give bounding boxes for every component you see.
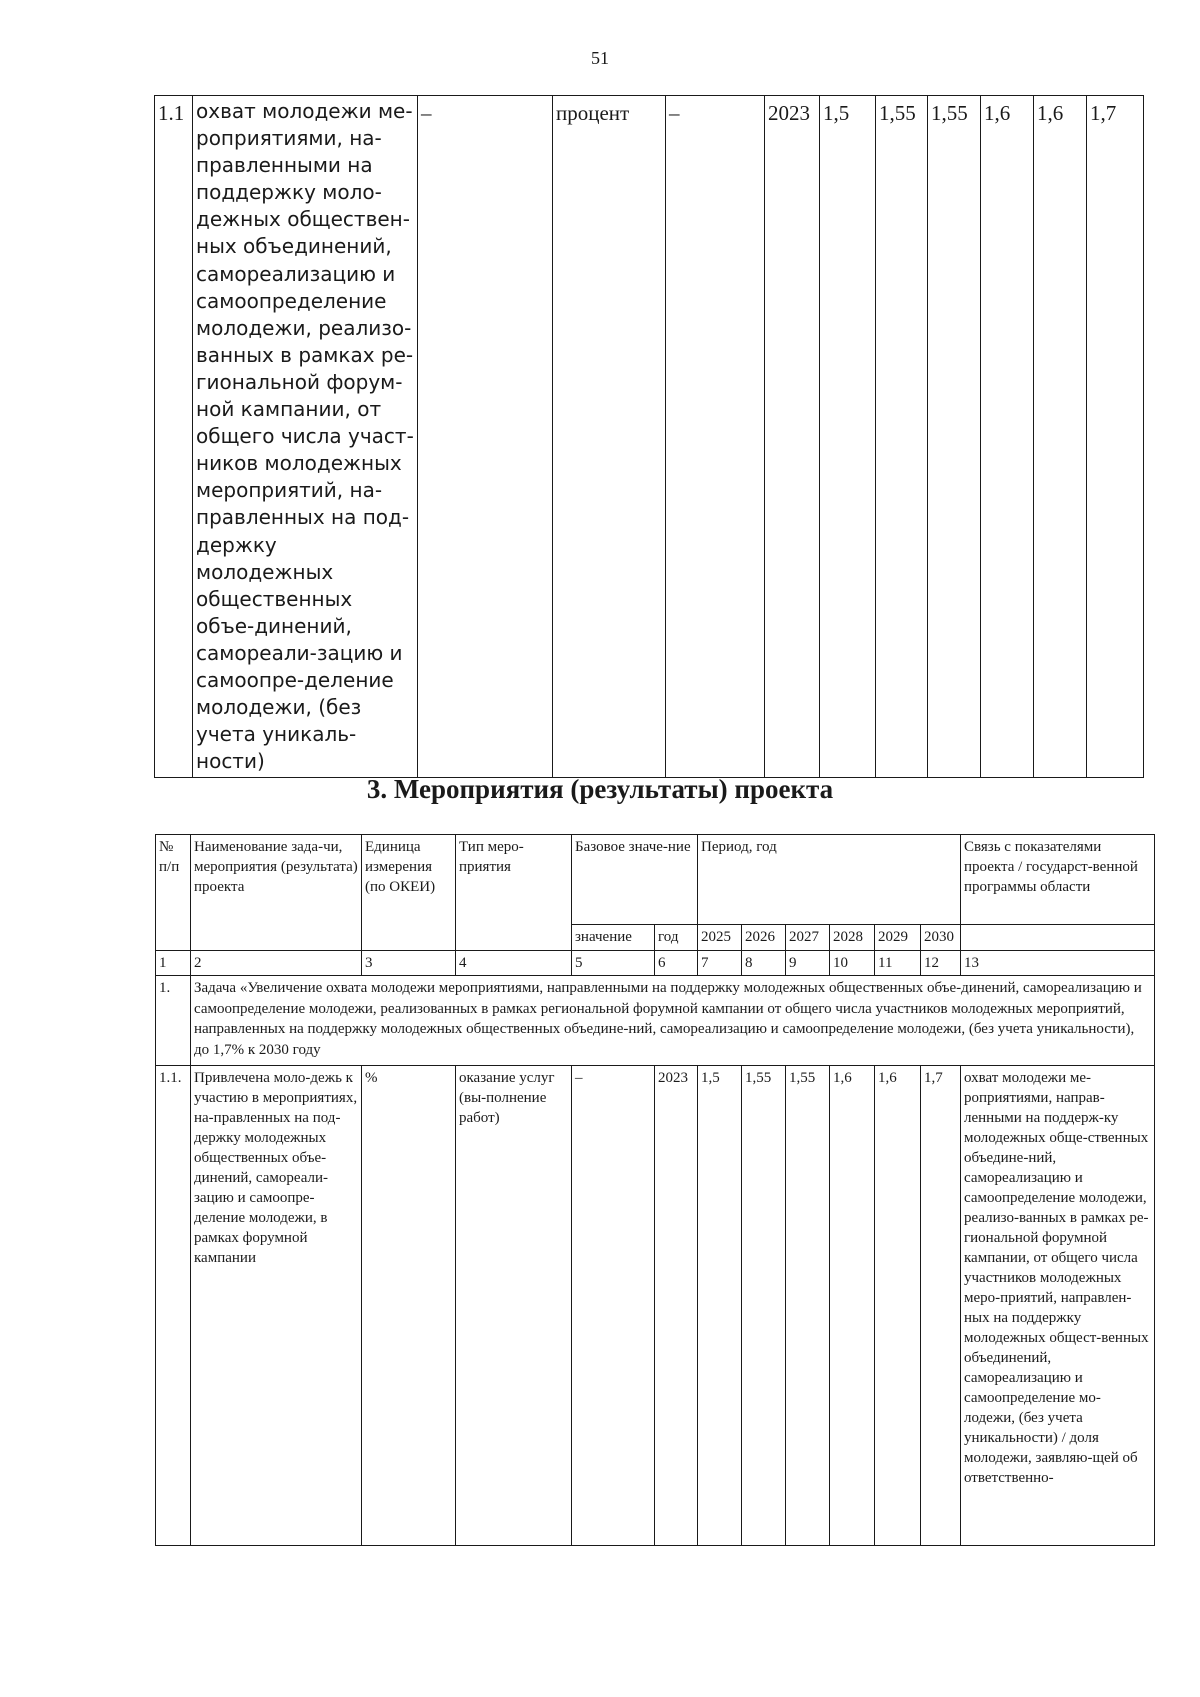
activity-value-2026: 1,55: [742, 1066, 786, 1546]
activity-value-2030: 1,7: [921, 1066, 961, 1546]
col-number: 11: [875, 951, 921, 976]
col-number: 3: [362, 951, 456, 976]
subheader-year: 2030: [921, 925, 961, 951]
value-2025: 1,55: [876, 96, 928, 778]
header-link: Связь с показателями проекта / государст-венной программы области: [961, 835, 1155, 925]
activity-base-value: –: [572, 1066, 655, 1546]
col-number: 5: [572, 951, 655, 976]
cell-dash: –: [418, 96, 553, 778]
indicator-table: [154, 95, 1144, 778]
subheader-year: 2025: [698, 925, 742, 951]
col-number: 7: [698, 951, 742, 976]
header-name: Наименование зада-чи, мероприятия (результата) проекта: [191, 835, 362, 951]
col-number: 13: [961, 951, 1155, 976]
subheader-year: 2029: [875, 925, 921, 951]
indicator-name: охват молодежи ме-роприятиями, на-правленными на поддержку моло-дежных обществен-ных объединений, самореализацию и самоопределение молодежи, реализо-ванных в рамках ре-гиональной форум-ной кампании, от общего числа участ-ников молодежных мероприятий, на-правленных на под-держку молодежных общественных объе-динений, самореали-зацию и самоопре-деление молодежи, (без учета уникаль-ности): [193, 96, 418, 778]
subheader-year: 2026: [742, 925, 786, 951]
col-number: 10: [830, 951, 875, 976]
activity-base-year: 2023: [655, 1066, 698, 1546]
col-number: 2: [191, 951, 362, 976]
indicator-row: [155, 96, 1145, 778]
activity-value-2027: 1,55: [786, 1066, 830, 1546]
value-2027: 1,6: [981, 96, 1034, 778]
task-number: 1.: [156, 976, 191, 1066]
activity-value-2028: 1,6: [830, 1066, 875, 1546]
col-number: 6: [655, 951, 698, 976]
subheader-year: 2028: [830, 925, 875, 951]
column-number-row: [156, 951, 1155, 976]
value-2030: [1144, 96, 1145, 778]
row-number: 1.1: [155, 96, 193, 778]
col-number: 4: [456, 951, 572, 976]
task-text: Задача «Увеличение охвата молодежи мероприятиями, направленными на поддержку молодежных общественных объе-динений, самореализацию и самоопределение молодежи, реализованных в рамках региональной форумной кампании от общего числа участников молодежных мероприятий, направленных на поддержку молодежных общественных объедине-ний, самореализацию и самоопределение молодежи, (без учета уникальности), до 1,7% к 2030 году: [191, 976, 1155, 1066]
col-number: 1: [156, 951, 191, 976]
col-number: 9: [786, 951, 830, 976]
activity-row: [156, 1066, 1155, 1546]
unit-cell: процент: [553, 96, 666, 778]
subheader-empty: [961, 925, 1155, 951]
value-2026: 1,55: [928, 96, 981, 778]
activity-unit: %: [362, 1066, 456, 1546]
section-heading: 3. Мероприятия (результаты) проекта: [366, 774, 834, 804]
task-row: [156, 976, 1155, 1066]
header-unit: Единица измерения (по ОКЕИ): [362, 835, 456, 951]
col-number: 12: [921, 951, 961, 976]
header-type: Тип меро-приятия: [456, 835, 572, 951]
activity-name: Привлечена моло-дежь к участию в мероприятиях, на-правленных на под-держку молодежных общественных объе-динений, самореали-зацию и самоопре-деление молодежи, в рамках форумной кампании: [191, 1066, 362, 1546]
activity-link: охват молодежи ме-роприятиями, направ-ленными на поддерж-ку молодежных обще-ственных объедине-ний, самореализацию и самоопределение молодежи, реализо-ванных в рамках ре-гиональной форумной кампании, от общего числа участников молодежных меро-приятий, направлен-ных на поддержку молодежных общест-венных объединений, самореализацию и самоопределение мо-лодежи, (без учета уникальности) / доля молодежи, заявляю-щей об ответственно-: [961, 1066, 1155, 1546]
cell-dash: –: [666, 96, 765, 778]
activity-number: 1.1.: [156, 1066, 191, 1546]
base-value-cell: 1,5: [820, 96, 876, 778]
subheader-base-value: значение: [572, 925, 655, 951]
header-period: Период, год: [698, 835, 961, 925]
activity-value-2025: 1,5: [698, 1066, 742, 1546]
base-year-cell: 2023: [765, 96, 820, 778]
col-number: 8: [742, 951, 786, 976]
header-row: [156, 835, 1155, 925]
activities-table: [155, 834, 1155, 1546]
subheader-base-year: год: [655, 925, 698, 951]
activity-value-2029: 1,6: [875, 1066, 921, 1546]
activity-type: оказание услуг (вы-полнение работ): [456, 1066, 572, 1546]
header-num: № п/п: [156, 835, 191, 951]
page-number: 51: [591, 48, 609, 68]
value-2028: 1,6: [1034, 96, 1087, 778]
subheader-year: 2027: [786, 925, 830, 951]
value-2029: 1,7: [1087, 96, 1144, 778]
header-base: Базовое значе-ние: [572, 835, 698, 925]
